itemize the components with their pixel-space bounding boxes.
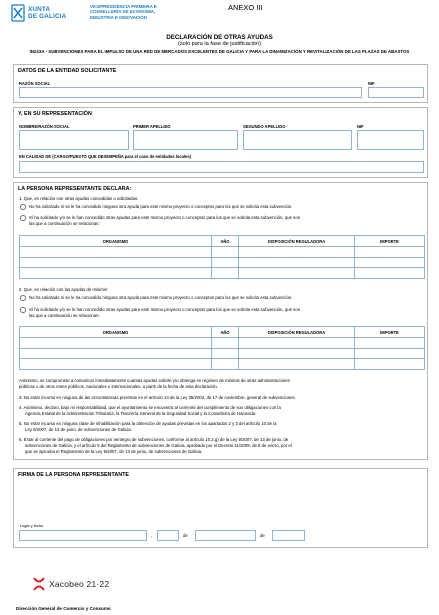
entity-nif-label: NIF (368, 81, 375, 86)
q1-yes-radio[interactable] (20, 215, 26, 221)
table-row (20, 338, 425, 349)
declaration-5-line-2: Ley 9/2007, de 13 de junio, de subvenciones de Galicia. (25, 427, 132, 432)
declaration-6-line-1: 6. Estar al corriente del pago de obligaciones por reintegro de subvenciones, conforme al artículo 10.2.g) de la Ley 9/2007, de 13 de junio, de (19, 437, 289, 442)
question-2 (19, 287, 108, 292)
table-cell[interactable] (212, 247, 239, 258)
form-title: DECLARACIÓN DE OTRAS AYUDAS (166, 34, 273, 41)
table-cell[interactable] (239, 247, 355, 258)
signature-section-title: FIRMA DE LA PERSONA REPRESENTANTE (18, 472, 130, 478)
q2-yes-label-line-1: Sí ha solicitado y/o se le han concedido otras ayudas para este mismo proyecto o conceptos para los que se solicita esta subvención, que son (29, 307, 301, 312)
table-cell[interactable] (212, 338, 239, 349)
declaration-3: 3. No estar incursa en ninguna de las circunstancias previstas en el artículo 13 de la Ley 38/2003, de 17 de noviembre, general de subvenciones. (19, 395, 296, 400)
column-header: DISPOSICIÓN REGULADORA (239, 236, 355, 247)
primer-apellido-field[interactable] (133, 130, 238, 150)
xacobeo-emblem-icon (32, 576, 46, 592)
q2-no-label: No ha solicitado ni se le ha concedido ninguna otra ayuda para este mismo proyecto o conceptos para los que se solicita esta subvención. (29, 295, 293, 300)
logo-line-2: DE GALICIA (28, 13, 67, 20)
primer-apellido-label: PRIMER APELLIDO (133, 124, 171, 129)
entity-section (13, 64, 428, 103)
declaration-4-line-1: 4. Asimismo, declaro, bajo mi responsabilidad, que el ayuntamiento se encuentra al corriente del cumplimiento de sus obligaciones con la (19, 405, 281, 410)
year-field[interactable] (272, 530, 305, 541)
xunta-emblem-icon (11, 4, 25, 22)
logo-line-1: XUNTA (28, 5, 51, 13)
table-row (20, 359, 425, 370)
table-cell[interactable] (239, 338, 355, 349)
column-header: AÑO (212, 236, 239, 247)
representative-nif-field[interactable] (357, 130, 424, 150)
calidad-field[interactable] (19, 161, 424, 173)
declaration-5-line-1: 5. No estar incursa en ninguna clase de inhabilitación para la obtención de ayudas previstas en los apartados 2 y 3 del artículo 10 de la (19, 421, 277, 426)
place-date-label: Lugar y fecha (20, 524, 44, 528)
question-2-de-minimis: de minimis (86, 287, 107, 292)
table-cell[interactable] (355, 247, 425, 258)
department-line-3: INDUSTRIA E INNOVACIÓN (90, 14, 147, 20)
nombre-field[interactable] (19, 130, 129, 150)
table-cell[interactable] (20, 268, 212, 279)
table-row (20, 268, 425, 279)
declaration-6-line-3: que se aprueba el Reglamento de la Ley 9/2007, de 13 de junio, de subvenciones de Galicia. (25, 449, 203, 454)
month-field[interactable] (195, 530, 256, 541)
representative-section (13, 107, 428, 178)
column-header: IMPORTE (355, 327, 425, 338)
q2-yes-label-line-2: las que a continuación se relacionan: (29, 313, 100, 318)
column-header: IMPORTE (355, 236, 425, 247)
comma-separator: , (151, 533, 153, 538)
form-subtitle: (solo para la fase de justificación) (177, 41, 262, 47)
table-cell[interactable] (355, 338, 425, 349)
q1-no-label: No ha solicitado ni se le ha concedido ninguna otra ayuda para este mismo proyecto o conceptos para los que se solicita esta subvención. (29, 204, 293, 209)
commitment-line-1: Asimismo, se compromete a comunicar inmediatamente cuantas ayudas solicite y/u obtenga en régimen de minimis de otras administraciones (19, 378, 290, 383)
de-separator-2: de (260, 533, 265, 538)
xunta-logo (11, 3, 86, 23)
declaration-section (13, 182, 428, 460)
table-row (20, 257, 425, 268)
table-row (20, 247, 425, 258)
table-row (20, 348, 425, 359)
entity-section-title: DATOS DE LA ENTIDAD SOLICITANTE (18, 68, 117, 74)
table-cell[interactable] (355, 268, 425, 279)
razon-social-label: RAZÓN SOCIAL (19, 81, 51, 86)
table-cell[interactable] (212, 348, 239, 359)
department-name (90, 4, 200, 20)
question-2-colon: : (106, 287, 109, 292)
q1-no-radio[interactable] (20, 204, 26, 210)
other-aids-table (19, 235, 425, 279)
xacobeo-logo (32, 576, 109, 592)
table-cell[interactable] (20, 359, 212, 370)
table-cell[interactable] (20, 257, 212, 268)
place-field[interactable] (19, 530, 147, 541)
segundo-apellido-label: SEGUNDO APELLIDO (243, 124, 286, 129)
table-cell[interactable] (212, 359, 239, 370)
table-cell[interactable] (20, 247, 212, 258)
table-cell[interactable] (239, 348, 355, 359)
table-cell[interactable] (239, 359, 355, 370)
question-1: 1. Que, en relación con otras ayudas concedidas o solicitadas: (19, 196, 139, 201)
commitment-line-2: públicas o de otros entes públicos, nacionales o internacionales, a partir de la fecha de esta declaración. (19, 384, 218, 389)
representative-section-title: Y, EN SU REPRESENTACIÓN (18, 111, 92, 117)
table-cell[interactable] (355, 257, 425, 268)
q1-yes-label-line-2: las que a continuación se relacionan: (29, 221, 100, 226)
segundo-apellido-field[interactable] (243, 130, 352, 150)
entity-nif-field[interactable] (368, 87, 424, 98)
table-cell[interactable] (355, 359, 425, 370)
xacobeo-text: Xacobeo 21·22 (49, 579, 110, 589)
table-cell[interactable] (20, 348, 212, 359)
de-separator-1: de (183, 533, 188, 538)
department-line-2: CONSELLERÍA DE ECONOMÍA, (90, 9, 156, 15)
declaration-section-title: LA PERSONA REPRESENTANTE DECLARA: (18, 186, 132, 192)
q2-no-radio[interactable] (20, 295, 26, 301)
razon-social-field[interactable] (19, 87, 362, 98)
signature-section (13, 468, 428, 548)
declaration-6-line-2: subvenciones de Galicia, y el artículo 9 del Reglamento de subvenciones de Galicia, aprobado por el Decreto 11/2009, de 8 de enero, por el (25, 443, 292, 448)
column-header: ORGANISMO (20, 236, 212, 247)
table-cell[interactable] (20, 338, 212, 349)
table-cell[interactable] (239, 257, 355, 268)
column-header: AÑO (212, 327, 239, 338)
footer-direction: Dirección General de Comercio y Consumo (16, 606, 111, 611)
table-cell[interactable] (212, 257, 239, 268)
representative-nif-label: NIF (357, 124, 364, 129)
column-header: DISPOSICIÓN REGULADORA (239, 327, 355, 338)
table-cell[interactable] (212, 268, 239, 279)
day-field[interactable] (157, 530, 179, 541)
table-cell[interactable] (239, 268, 355, 279)
nombre-label: NOMBRE/RAZÓN SOCIAL (19, 124, 70, 129)
question-2-text: 2. Que, en relación con las ayudas (19, 287, 87, 292)
declaration-4-line-2: Agencia Estatal de la Administración Tributaria, la Tesorería General de la Seguridad Social y la Consellería de Hacienda. (25, 411, 257, 416)
table-cell[interactable] (355, 348, 425, 359)
program-code-title: IN223A - SUBVENCIONES PARA EL IMPULSO DE UNA RED DE MERCADOS EXCELENTES DE GALICIA Y PARA LA DINAMIZACIÓN Y REVITALIZACIÓN DE LAS PLAZAS DE ABASTOS (29, 49, 410, 54)
calidad-label: EN CALIDAD DE (CARGO/PUESTO QUE DESEMPEÑA para el caso de entidades locales) (19, 154, 191, 159)
q1-yes-label-line-1: Sí ha solicitado y/o se le han concedido otras ayudas para este mismo proyecto o conceptos para los que se solicita esta subvención, que son (29, 215, 301, 220)
department-line-1: VICEPRESIDENCIA PRIMEIRA E (90, 4, 157, 9)
de-minimis-aids-table (19, 326, 425, 370)
q2-yes-radio[interactable] (20, 307, 26, 313)
column-header: ORGANISMO (20, 327, 212, 338)
annex-label: ANEXO III (228, 3, 263, 12)
